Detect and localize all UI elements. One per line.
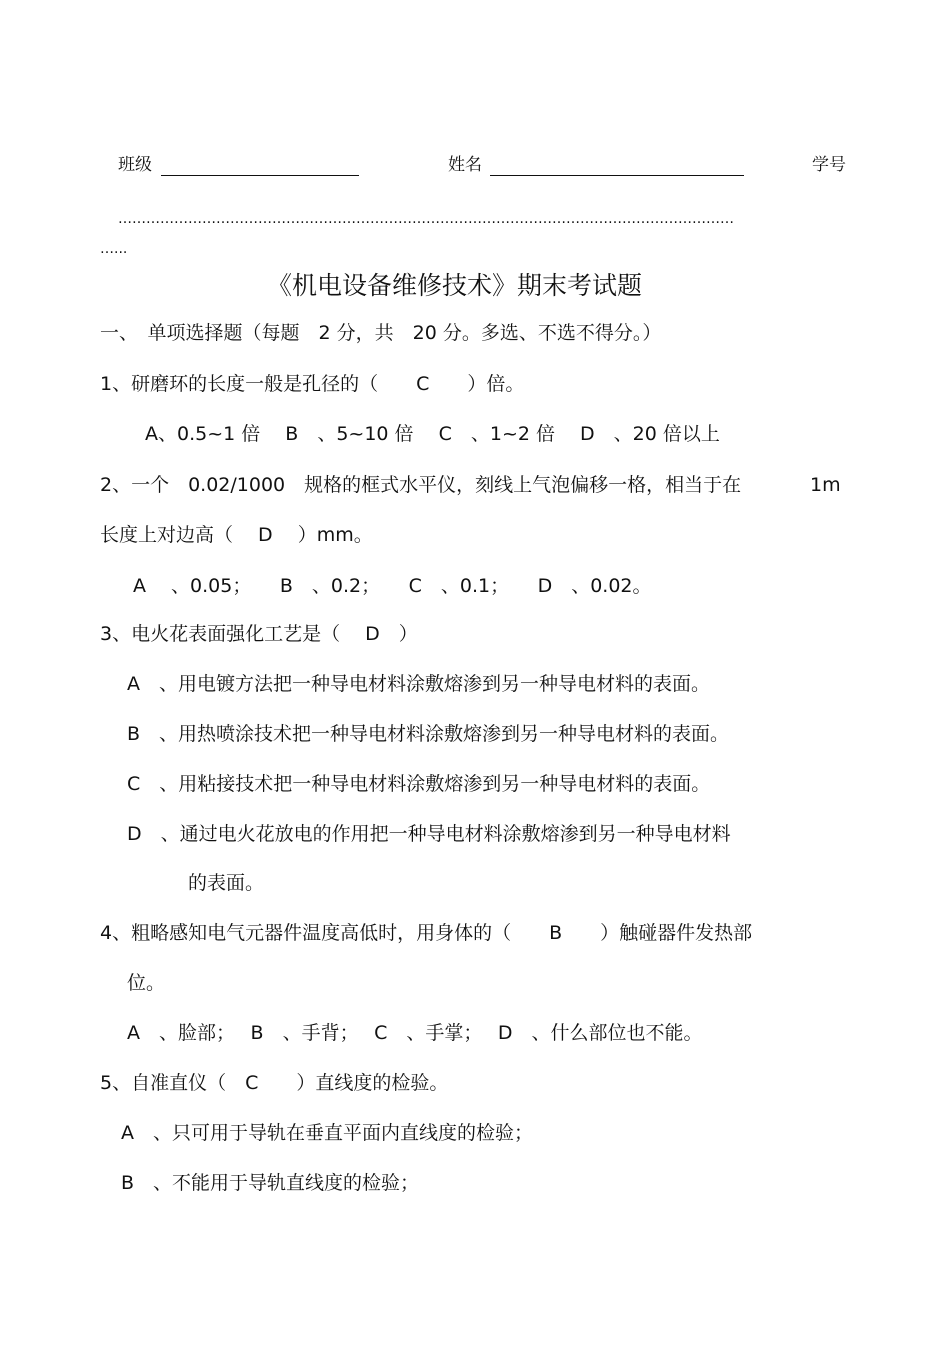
question-4-stem-line1: 4、粗略感知电气元器件温度高低时，用身体的（ B ）触碰器件发热部 bbox=[100, 922, 753, 944]
question-5-stem: 5、自准直仪（ C ）直线度的检验。 bbox=[100, 1072, 449, 1094]
question-1-options: A、0.5~1 倍 B 、5~10 倍 C 、1~2 倍 D 、20 倍以上 bbox=[145, 423, 720, 445]
question-3-option-c: C 、用粘接技术把一种导电材料涂敷熔渗到另一种导电材料的表面。 bbox=[127, 773, 711, 795]
dotted-cut-line-tail: …... bbox=[100, 242, 128, 256]
name-blank-line[interactable] bbox=[490, 175, 744, 176]
class-label: 班级 bbox=[118, 155, 152, 175]
question-2-stem-line1-tail: 1m bbox=[810, 474, 841, 496]
question-3-option-d-continued: 的表面。 bbox=[188, 872, 265, 894]
section-heading: 一、 单项选择题（每题 2 分，共 20 分。多选、不选不得分。） bbox=[100, 322, 662, 344]
question-2-stem-line1: 2、一个 0.02/1000 规格的框式水平仪，刻线上气泡偏移一格，相当于在 bbox=[100, 474, 742, 496]
question-2-stem-line2: 长度上对边高（ D ）mm。 bbox=[100, 524, 373, 546]
dotted-cut-line: …………………………………………………………………………………………………………………… bbox=[118, 212, 734, 226]
name-label: 姓名 bbox=[448, 155, 482, 175]
question-1-stem: 1、研磨环的长度一般是孔径的（ C ）倍。 bbox=[100, 373, 525, 395]
question-2-options: A 、0.05； B 、0.2； C 、0.1； D 、0.02。 bbox=[133, 575, 652, 597]
question-3-option-b: B 、用热喷涂技术把一种导电材料涂敷熔渗到另一种导电材料的表面。 bbox=[127, 723, 730, 745]
student-id-label: 学号 bbox=[812, 155, 846, 175]
question-4-options: A 、脸部； B 、手背； C 、手掌； D 、什么部位也不能。 bbox=[127, 1022, 703, 1044]
class-blank-line[interactable] bbox=[161, 175, 359, 176]
question-4-stem-line2: 位。 bbox=[127, 972, 166, 994]
question-3-option-d: D 、通过电火花放电的作用把一种导电材料涂敷熔渗到另一种导电材料 bbox=[127, 823, 731, 845]
question-3-option-a: A 、用电镀方法把一种导电材料涂敷熔渗到另一种导电材料的表面。 bbox=[127, 673, 710, 695]
question-5-option-a: A 、只可用于导轨在垂直平面内直线度的检验； bbox=[121, 1122, 533, 1144]
question-5-option-b: B 、不能用于导轨直线度的检验； bbox=[121, 1172, 420, 1194]
question-3-stem: 3、电火花表面强化工艺是（ D ） bbox=[100, 623, 418, 645]
exam-title: 《机电设备维修技术》期末考试题 bbox=[267, 271, 643, 300]
